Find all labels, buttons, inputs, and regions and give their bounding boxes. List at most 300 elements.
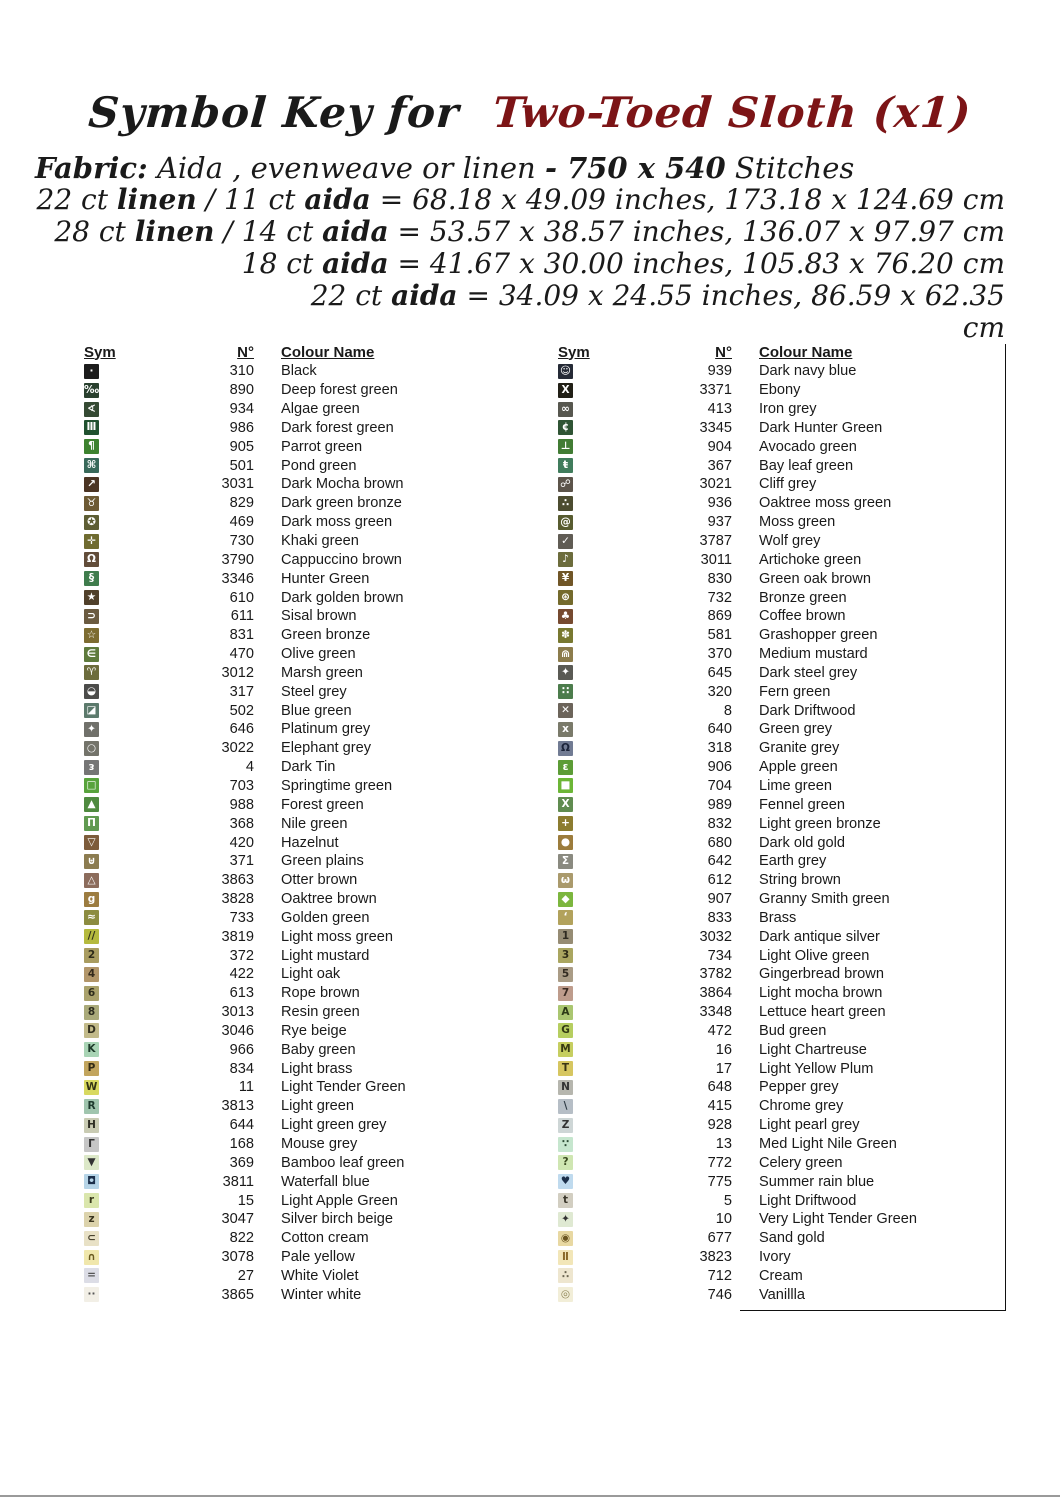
colour-number: 3790 xyxy=(221,551,254,568)
colour-number: 3046 xyxy=(221,1022,254,1039)
colour-number: 17 xyxy=(715,1060,732,1077)
table-row xyxy=(84,682,524,701)
colour-name: Resin green xyxy=(281,1004,360,1021)
colour-name: Earth grey xyxy=(759,853,827,870)
colour-number: 988 xyxy=(229,796,254,813)
colour-number: 830 xyxy=(707,570,732,587)
colour-name: Bronze green xyxy=(759,589,847,606)
colour-name: Nile green xyxy=(281,815,348,832)
colour-name: Light pearl grey xyxy=(759,1117,860,1134)
colour-name: Hunter Green xyxy=(281,570,370,587)
table-row xyxy=(558,1078,1005,1097)
colour-name: Dark golden brown xyxy=(281,589,404,606)
symbol-swatch: M xyxy=(558,1042,573,1057)
colour-number: 3813 xyxy=(221,1098,254,1115)
colour-name: Fern green xyxy=(759,683,831,700)
table-row xyxy=(84,456,524,475)
table-row xyxy=(558,1022,1005,1041)
colour-number: 890 xyxy=(229,382,254,399)
table-row xyxy=(84,569,524,588)
colour-number: 415 xyxy=(707,1098,732,1115)
colour-number: 712 xyxy=(707,1267,732,1284)
colour-number: 966 xyxy=(229,1041,254,1058)
table-row xyxy=(558,833,1005,852)
symbol-swatch: A xyxy=(558,1005,573,1020)
colour-number: 906 xyxy=(707,759,732,776)
table-row xyxy=(84,1229,524,1248)
colour-number: 370 xyxy=(707,646,732,663)
symbol-swatch: Γ xyxy=(84,1137,99,1152)
colour-number: 832 xyxy=(707,815,732,832)
colour-number: 3348 xyxy=(699,1004,732,1021)
colour-number: 11 xyxy=(238,1079,254,1096)
colour-name: Black xyxy=(281,363,317,380)
symbol-key-table-right xyxy=(558,342,1005,1304)
fabric-line xyxy=(35,312,1005,344)
colour-name: Lettuce heart green xyxy=(759,1004,886,1021)
colour-name: Green plains xyxy=(281,853,364,870)
symbol-swatch: ◒ xyxy=(84,684,99,699)
colour-name: Pepper grey xyxy=(759,1079,839,1096)
symbol-swatch: ✦ xyxy=(558,1212,573,1227)
colour-name: Light Olive green xyxy=(759,947,870,964)
colour-name: Light Apple Green xyxy=(281,1192,398,1209)
symbol-swatch: ∵ xyxy=(558,1137,573,1152)
table-row xyxy=(84,1267,524,1286)
colour-name: Elephant grey xyxy=(281,740,372,757)
fabric-text-segment: = 53.57 x 38.57 inches, 136.07 x 97.97 cm xyxy=(388,215,1005,248)
table-row xyxy=(84,1059,524,1078)
table-row xyxy=(558,513,1005,532)
table-row xyxy=(558,927,1005,946)
table-row xyxy=(558,1285,1005,1304)
colour-number: 703 xyxy=(229,777,254,794)
symbol-swatch: = xyxy=(84,1268,99,1283)
colour-name: Ebony xyxy=(759,382,801,399)
colour-number: 3031 xyxy=(221,476,254,493)
fabric-text-segment: 18 ct xyxy=(241,247,323,280)
symbol-swatch: ¶ xyxy=(84,439,99,454)
fabric-text-segment: aida xyxy=(304,183,371,216)
colour-number: 367 xyxy=(707,457,732,474)
symbol-swatch: Ⅱ xyxy=(558,1250,573,1265)
colour-name: Light Yellow Plum xyxy=(759,1060,874,1077)
table-row xyxy=(84,946,524,965)
fabric-text-segment: / 14 ct xyxy=(214,215,323,248)
symbol-swatch: · xyxy=(84,364,99,379)
table-row xyxy=(558,1153,1005,1172)
colour-number: 644 xyxy=(229,1117,254,1134)
symbol-swatch: ♪ xyxy=(558,552,573,567)
colour-number: 730 xyxy=(229,533,254,550)
table-row xyxy=(84,927,524,946)
colour-number: 746 xyxy=(707,1286,732,1303)
table-row xyxy=(558,701,1005,720)
symbol-swatch: ⊃ xyxy=(84,609,99,624)
table-row xyxy=(558,1040,1005,1059)
table-row xyxy=(558,1097,1005,1116)
colour-name: Light oak xyxy=(281,966,341,983)
table-row xyxy=(558,908,1005,927)
colour-name: White Violet xyxy=(281,1267,359,1284)
colour-number: 3371 xyxy=(699,382,732,399)
colour-name: Dark antique silver xyxy=(759,928,880,945)
colour-number: 501 xyxy=(229,457,254,474)
symbol-swatch: ∷ xyxy=(558,684,573,699)
table-row xyxy=(558,419,1005,438)
colour-name: Light Tender Green xyxy=(281,1079,406,1096)
symbol-swatch: ▽ xyxy=(84,835,99,850)
symbol-swatch: D xyxy=(84,1023,99,1038)
page-title-pattern-name: Two-Toed Sloth (x1) xyxy=(491,88,974,137)
table-row xyxy=(558,946,1005,965)
table-row xyxy=(558,1229,1005,1248)
fabric-text-segment: aida xyxy=(322,215,389,248)
symbol-swatch: x xyxy=(558,722,573,737)
table-row xyxy=(558,1248,1005,1267)
colour-name: Mouse grey xyxy=(281,1136,358,1153)
colour-number: 3013 xyxy=(221,1004,254,1021)
table-row xyxy=(558,739,1005,758)
symbol-swatch: ▼ xyxy=(84,1155,99,1170)
colour-name: Silver birch beige xyxy=(281,1211,393,1228)
colour-number: 613 xyxy=(229,985,254,1002)
table-row xyxy=(558,437,1005,456)
symbol-swatch: T xyxy=(558,1061,573,1076)
colour-number: 986 xyxy=(229,419,254,436)
colour-name: Celery green xyxy=(759,1154,843,1171)
colour-number: 13 xyxy=(715,1136,732,1153)
fabric-text-segment: 22 ct xyxy=(310,279,392,312)
symbol-swatch: + xyxy=(558,816,573,831)
table-row xyxy=(84,607,524,626)
colour-name: Platinum grey xyxy=(281,721,371,738)
colour-number: 834 xyxy=(229,1060,254,1077)
symbol-swatch: 3 xyxy=(558,948,573,963)
symbol-swatch: ☺ xyxy=(558,364,573,379)
colour-number: 472 xyxy=(707,1022,732,1039)
colour-number: 368 xyxy=(229,815,254,832)
symbol-swatch: ∞ xyxy=(558,402,573,417)
colour-name: Ivory xyxy=(759,1249,791,1266)
symbol-swatch: ∴ xyxy=(558,496,573,511)
table-row xyxy=(84,908,524,927)
symbol-swatch: Π xyxy=(84,816,99,831)
colour-number: 937 xyxy=(707,514,732,531)
colour-name: Rye beige xyxy=(281,1022,347,1039)
table-row xyxy=(558,362,1005,381)
table-row xyxy=(558,1059,1005,1078)
symbol-swatch: ·· xyxy=(84,1287,99,1302)
fabric-text-segment: / 11 ct xyxy=(196,183,305,216)
colour-name: Lime green xyxy=(759,777,833,794)
colour-name: Bamboo leaf green xyxy=(281,1154,405,1171)
colour-number: 3811 xyxy=(222,1173,254,1190)
colour-name: Cotton cream xyxy=(281,1230,369,1247)
table-row xyxy=(84,494,524,513)
table-row xyxy=(84,1191,524,1210)
symbol-key-table-left xyxy=(84,342,524,1304)
table-row xyxy=(84,1078,524,1097)
symbol-swatch: \ xyxy=(558,1099,573,1114)
symbol-swatch: ʻ xyxy=(558,910,573,925)
colour-number: 642 xyxy=(707,853,732,870)
fabric-text-segment: cm xyxy=(962,311,1005,344)
table-row xyxy=(558,494,1005,513)
symbol-swatch: ≈ xyxy=(84,910,99,925)
colour-number: 3823 xyxy=(699,1249,732,1266)
symbol-swatch: N xyxy=(558,1080,573,1095)
colour-name: Vanillla xyxy=(759,1286,805,1303)
fabric-text-segment: Stitches xyxy=(725,151,855,185)
table-row xyxy=(558,984,1005,1003)
colour-number: 422 xyxy=(229,966,254,983)
header-number: N° xyxy=(715,343,732,361)
table-row xyxy=(558,814,1005,833)
colour-number: 733 xyxy=(229,909,254,926)
colour-name: Otter brown xyxy=(281,872,358,889)
colour-name: Very Light Tender Green xyxy=(759,1211,917,1228)
colour-number: 318 xyxy=(707,740,732,757)
symbol-swatch: ✛ xyxy=(84,534,99,549)
symbol-swatch: ♈ xyxy=(84,665,99,680)
symbol-swatch: ♉ xyxy=(84,496,99,511)
table-row xyxy=(558,720,1005,739)
colour-name: Med Light Nile Green xyxy=(759,1136,897,1153)
colour-name: Wolf grey xyxy=(759,533,821,550)
table-row xyxy=(84,1040,524,1059)
colour-name: Parrot green xyxy=(281,438,363,455)
symbol-swatch: ε xyxy=(558,760,573,775)
colour-name: Waterfall blue xyxy=(281,1173,370,1190)
colour-name: Green bronze xyxy=(281,627,371,644)
table-row xyxy=(84,739,524,758)
symbol-swatch: ∢ xyxy=(84,402,99,417)
colour-name: Medium mustard xyxy=(759,646,868,663)
symbol-swatch: 6 xyxy=(84,986,99,1001)
colour-name: Dark Mocha brown xyxy=(281,476,404,493)
colour-name: Blue green xyxy=(281,702,352,719)
symbol-swatch: Σ xyxy=(558,854,573,869)
table-row xyxy=(558,400,1005,419)
table-row xyxy=(84,852,524,871)
table-row xyxy=(558,550,1005,569)
table-row xyxy=(84,1210,524,1229)
table-row xyxy=(84,1116,524,1135)
colour-name: Fennel green xyxy=(759,796,846,813)
table-row xyxy=(84,419,524,438)
colour-number: 869 xyxy=(707,608,732,625)
page-bottom-edge xyxy=(0,1495,1060,1497)
symbol-swatch: ♣ xyxy=(558,609,573,624)
colour-name: Winter white xyxy=(281,1286,362,1303)
colour-name: Dark Driftwood xyxy=(759,702,856,719)
table-row xyxy=(84,1022,524,1041)
colour-name: Dark Hunter Green xyxy=(759,419,883,436)
symbol-swatch: Z xyxy=(558,1118,573,1133)
symbol-swatch: K xyxy=(84,1042,99,1057)
colour-number: 775 xyxy=(707,1173,732,1190)
symbol-swatch: ✪ xyxy=(84,515,99,530)
symbol-swatch: ✦ xyxy=(558,665,573,680)
colour-number: 369 xyxy=(229,1154,254,1171)
symbol-swatch: 8 xyxy=(84,1005,99,1020)
colour-name: Light green bronze xyxy=(759,815,881,832)
colour-number: 680 xyxy=(707,834,732,851)
table-row xyxy=(84,362,524,381)
symbol-swatch: R xyxy=(84,1099,99,1114)
colour-number: 3864 xyxy=(699,985,732,1002)
page-title-prefix: Symbol Key for xyxy=(86,88,462,137)
symbol-swatch: 1 xyxy=(558,929,573,944)
colour-number: 10 xyxy=(715,1211,732,1228)
colour-name: Light moss green xyxy=(281,928,393,945)
colour-number: 3345 xyxy=(699,419,732,436)
symbol-swatch: § xyxy=(84,571,99,586)
symbol-swatch: ‰ xyxy=(84,383,99,396)
colour-number: 833 xyxy=(707,909,732,926)
colour-number: 3865 xyxy=(221,1286,254,1303)
symbol-swatch: ■ xyxy=(558,778,573,793)
colour-name: Steel grey xyxy=(281,683,347,700)
table-header-row xyxy=(558,342,1005,362)
colour-name: Iron grey xyxy=(759,401,817,418)
table-row xyxy=(84,1153,524,1172)
colour-name: Bud green xyxy=(759,1022,827,1039)
colour-number: 3828 xyxy=(221,891,254,908)
symbol-swatch: △ xyxy=(84,873,99,888)
fabric-text-segment: = 68.18 x 49.09 inches, 173.18 x 124.69 cm xyxy=(370,183,1005,216)
colour-number: 905 xyxy=(229,438,254,455)
symbol-swatch: 5 xyxy=(558,967,573,982)
colour-name: Brass xyxy=(759,909,797,926)
symbol-swatch: ∴ xyxy=(558,1268,573,1283)
colour-number: 581 xyxy=(707,627,732,644)
colour-name: String brown xyxy=(759,872,841,889)
symbol-swatch: // xyxy=(84,929,99,944)
colour-number: 470 xyxy=(229,646,254,663)
fabric-text-segment: linen xyxy=(116,183,197,216)
colour-name: Light green xyxy=(281,1098,355,1115)
fabric-text-segment: 22 ct xyxy=(36,183,117,216)
colour-name: Deep forest green xyxy=(281,382,398,399)
symbol-swatch: ☍ xyxy=(558,477,573,492)
table-row xyxy=(558,475,1005,494)
colour-name: Avocado green xyxy=(759,438,857,455)
colour-number: 732 xyxy=(707,589,732,606)
header-number: N° xyxy=(237,343,254,361)
colour-name: Summer rain blue xyxy=(759,1173,875,1190)
symbol-swatch: ▲ xyxy=(84,797,99,812)
colour-name: Dark old gold xyxy=(759,834,845,851)
colour-number: 3863 xyxy=(221,872,254,889)
symbol-swatch: ◘ xyxy=(84,1174,99,1189)
colour-number: 3819 xyxy=(221,928,254,945)
colour-name: Baby green xyxy=(281,1041,356,1058)
table-row xyxy=(84,1285,524,1304)
symbol-swatch: H xyxy=(84,1118,99,1133)
table-row xyxy=(84,588,524,607)
colour-name: Light green grey xyxy=(281,1117,387,1134)
symbol-swatch: ? xyxy=(558,1155,573,1170)
table-row xyxy=(558,871,1005,890)
table-row xyxy=(558,588,1005,607)
colour-name: Oaktree moss green xyxy=(759,495,892,512)
fabric-line xyxy=(35,280,1005,312)
table-row xyxy=(558,852,1005,871)
table-header-row xyxy=(84,342,524,362)
colour-name: Light Chartreuse xyxy=(759,1041,867,1058)
colour-number: 420 xyxy=(229,834,254,851)
colour-number: 8 xyxy=(723,702,732,719)
table-row xyxy=(84,1248,524,1267)
colour-number: 648 xyxy=(707,1079,732,1096)
symbol-swatch: ✽ xyxy=(558,628,573,643)
colour-number: 372 xyxy=(229,947,254,964)
table-row xyxy=(84,437,524,456)
colour-name: Dark forest green xyxy=(281,419,394,436)
symbol-swatch: □ xyxy=(84,778,99,793)
colour-name: Forest green xyxy=(281,796,364,813)
colour-number: 611 xyxy=(230,608,254,625)
symbol-swatch: Ⅲ xyxy=(84,420,99,435)
symbol-swatch: G xyxy=(558,1023,573,1038)
colour-name: Bay leaf green xyxy=(759,457,854,474)
fabric-text-segment: linen xyxy=(134,215,215,248)
fabric-text-segment: aida xyxy=(391,279,458,312)
table-row xyxy=(84,513,524,532)
symbol-swatch: ◪ xyxy=(84,703,99,718)
colour-name: Dark Tin xyxy=(281,759,336,776)
colour-name: Green oak brown xyxy=(759,570,871,587)
table-row xyxy=(558,456,1005,475)
colour-number: 677 xyxy=(707,1230,732,1247)
symbol-swatch: ⌘ xyxy=(84,458,99,473)
colour-number: 936 xyxy=(707,495,732,512)
table-row xyxy=(84,758,524,777)
table-row xyxy=(84,645,524,664)
colour-name: Khaki green xyxy=(281,533,359,550)
symbol-swatch: ∈ xyxy=(84,647,99,662)
colour-number: 907 xyxy=(707,891,732,908)
symbol-swatch: ★ xyxy=(84,590,99,605)
colour-number: 831 xyxy=(229,627,254,644)
table-row xyxy=(558,682,1005,701)
table-row xyxy=(84,475,524,494)
colour-number: 4 xyxy=(245,759,254,776)
symbol-swatch: ♥ xyxy=(558,1174,573,1189)
symbol-swatch: g xyxy=(84,892,99,907)
table-row xyxy=(558,645,1005,664)
colour-number: 3032 xyxy=(699,928,732,945)
table-row xyxy=(84,833,524,852)
colour-number: 27 xyxy=(237,1267,254,1284)
colour-name: Granny Smith green xyxy=(759,891,890,908)
colour-name: Pond green xyxy=(281,457,357,474)
colour-number: 610 xyxy=(229,589,254,606)
table-row xyxy=(84,795,524,814)
symbol-swatch: ↗ xyxy=(84,477,99,492)
table-row xyxy=(84,890,524,909)
table-row xyxy=(84,400,524,419)
table-row xyxy=(558,626,1005,645)
symbol-swatch: ◉ xyxy=(558,1231,573,1246)
symbol-swatch: ⊥ xyxy=(558,439,573,454)
colour-number: 3078 xyxy=(221,1249,254,1266)
colour-name: Grashopper green xyxy=(759,627,878,644)
colour-number: 612 xyxy=(707,872,732,889)
table-row xyxy=(558,1135,1005,1154)
